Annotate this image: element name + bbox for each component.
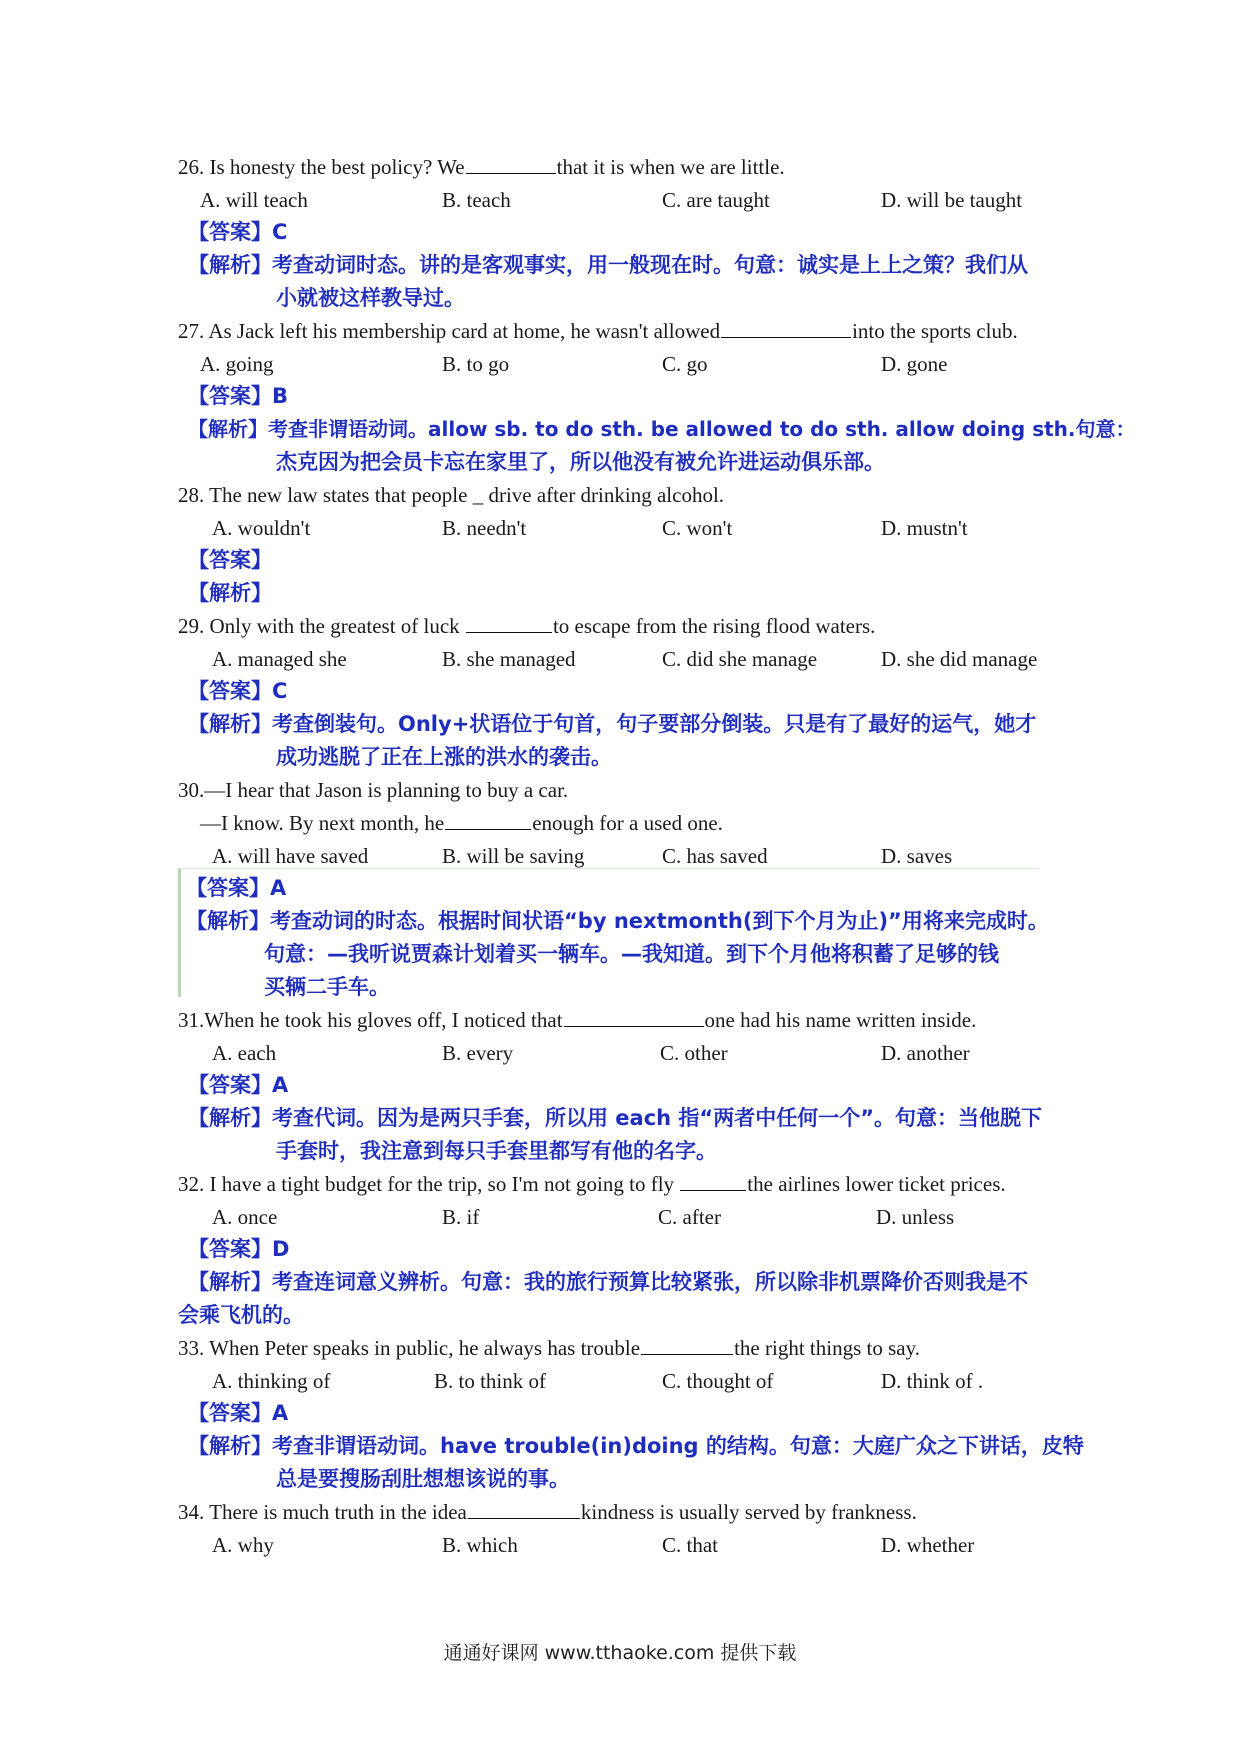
q30-option-c: C. has saved [662, 844, 768, 868]
q30-answer: 【答案】A [186, 876, 287, 900]
q30-analysis-line-3: 买辆二手车。 [264, 975, 390, 999]
q28-option-d: D. mustn't [881, 516, 968, 540]
q31-option-b: B. every [442, 1041, 514, 1065]
q32-analysis-line-2: 会乘飞机的。 [178, 1303, 304, 1327]
q27-option-a: A. going [200, 352, 274, 376]
q26-analysis-line-2: 小就被这样教导过。 [276, 286, 465, 310]
q31-answer: 【答案】A [188, 1073, 289, 1097]
q26-answer: 【答案】C [188, 220, 288, 244]
q27-option-b: B. to go [442, 352, 510, 376]
q32-option-d: D. unless [876, 1205, 955, 1229]
q30-analysis-line-2: 句意：—我听说贾森计划着买一辆车。—我知道。到下个月他将积蓄了足够的钱 [264, 942, 999, 966]
q31-option-a: A. each [212, 1041, 277, 1065]
q28-answer: 【答案】 [188, 548, 272, 572]
question-32-stem: 32. I have a tight budget for the trip, so I'm not going to fly the airlines lower ticket prices. [178, 1172, 1006, 1196]
q28-option-a: A. wouldn't [212, 516, 311, 540]
q28-option-c: C. won't [662, 516, 733, 540]
q34-option-d: D. whether [881, 1533, 975, 1557]
q27-analysis-line-2: 杰克因为把会员卡忘在家里了，所以他没有被允许进运动俱乐部。 [276, 450, 885, 474]
q29-option-d: D. she did manage [881, 647, 1038, 671]
q29-option-c: C. did she manage [662, 647, 818, 671]
q31-option-d: D. another [881, 1041, 970, 1065]
q29-answer: 【答案】C [188, 679, 288, 703]
question-31-stem: 31.When he took his gloves off, I noticed that one had his name written inside. [178, 1008, 977, 1032]
q29-option-a: A. managed she [212, 647, 347, 671]
q27-answer: 【答案】B [188, 384, 289, 408]
q32-analysis-line-1: 【解析】考查连词意义辨析。句意：我的旅行预算比较紧张，所以除非机票降价否则我是不 [188, 1270, 1028, 1294]
q34-option-c: C. that [662, 1533, 718, 1557]
question-34-stem: 34. There is much truth in the idea kindness is usually served by frankness. [178, 1500, 917, 1524]
q32-option-a: A. once [212, 1205, 278, 1229]
q29-option-b: B. she managed [442, 647, 576, 671]
q26-option-d: D. will be taught [881, 188, 1023, 212]
q30-option-a: A. will have saved [212, 844, 369, 868]
q30-option-d: D. saves [881, 844, 953, 868]
q29-analysis-line-1: 【解析】考查倒装句。Only+状语位于句首，句子要部分倒装。只是有了最好的运气，她才 [188, 712, 1037, 736]
q27-option-d: D. gone [881, 352, 948, 376]
q31-option-c: C. other [660, 1041, 728, 1065]
q26-option-b: B. teach [442, 188, 511, 212]
q33-option-c: C. thought of [662, 1369, 774, 1393]
q34-option-a: A. why [212, 1533, 274, 1557]
question-30-stem-line-2: —I know. By next month, he enough for a used one. [200, 811, 723, 835]
page-footer: 通通好课网 www.tthaoke.com 提供下载 [443, 1642, 797, 1664]
question-33-stem: 33. When Peter speaks in public, he always has trouble the right things to say. [178, 1336, 920, 1360]
q32-answer: 【答案】D [188, 1237, 290, 1261]
q27-analysis-line-1: 【解析】考查非谓语动词。allow sb. to do sth. be allowed to do sth. allow doing sth.句意： [188, 417, 1136, 441]
q26-option-c: C. are taught [662, 188, 770, 212]
q30-option-b: B. will be saving [442, 844, 585, 868]
q33-analysis-line-2: 总是要搜肠刮肚想想该说的事。 [276, 1467, 570, 1491]
q31-analysis-line-2: 手套时，我注意到每只手套里都写有他的名字。 [276, 1139, 717, 1163]
question-28-stem: 28. The new law states that people _ drive after drinking alcohol. [178, 483, 725, 507]
q33-option-a: A. thinking of [212, 1369, 331, 1393]
q31-analysis-line-1: 【解析】考查代词。因为是两只手套，所以用 each 指“两者中任何一个”。句意：当他脱下 [188, 1106, 1043, 1130]
q28-option-b: B. needn't [442, 516, 527, 540]
question-29-stem: 29. Only with the greatest of luck to escape from the rising flood waters. [178, 614, 876, 638]
q30-analysis-line-1: 【解析】考查动词的时态。根据时间状语“by nextmonth(到下个月为止)”用将来完成时。 [186, 909, 1049, 933]
question-30-stem-line-1: 30.—I hear that Jason is planning to buy a car. [178, 778, 569, 802]
q26-analysis-line-1: 【解析】考查动词时态。讲的是客观事实，用一般现在时。句意：诚实是上上之策？我们从 [188, 253, 1028, 277]
q27-option-c: C. go [662, 352, 708, 376]
q29-analysis-line-2: 成功逃脱了正在上涨的洪水的袭击。 [276, 745, 612, 769]
question-26-stem: 26. Is honesty the best policy? We that it is when we are little. [178, 155, 785, 179]
q32-option-c: C. after [658, 1205, 721, 1229]
q33-option-b: B. to think of [434, 1369, 547, 1393]
q33-answer: 【答案】A [188, 1401, 289, 1425]
q33-option-d: D. think of . [881, 1369, 984, 1393]
question-27-stem: 27. As Jack left his membership card at home, he wasn't allowed into the sports club. [178, 319, 1018, 343]
q26-option-a: A. will teach [200, 188, 308, 212]
q32-option-b: B. if [442, 1205, 480, 1229]
q33-analysis-line-1: 【解析】考查非谓语动词。have trouble(in)doing 的结构。句意：大庭广众之下讲话，皮特 [188, 1434, 1084, 1458]
q34-option-b: B. which [442, 1533, 518, 1557]
q28-analysis: 【解析】 [188, 581, 272, 605]
